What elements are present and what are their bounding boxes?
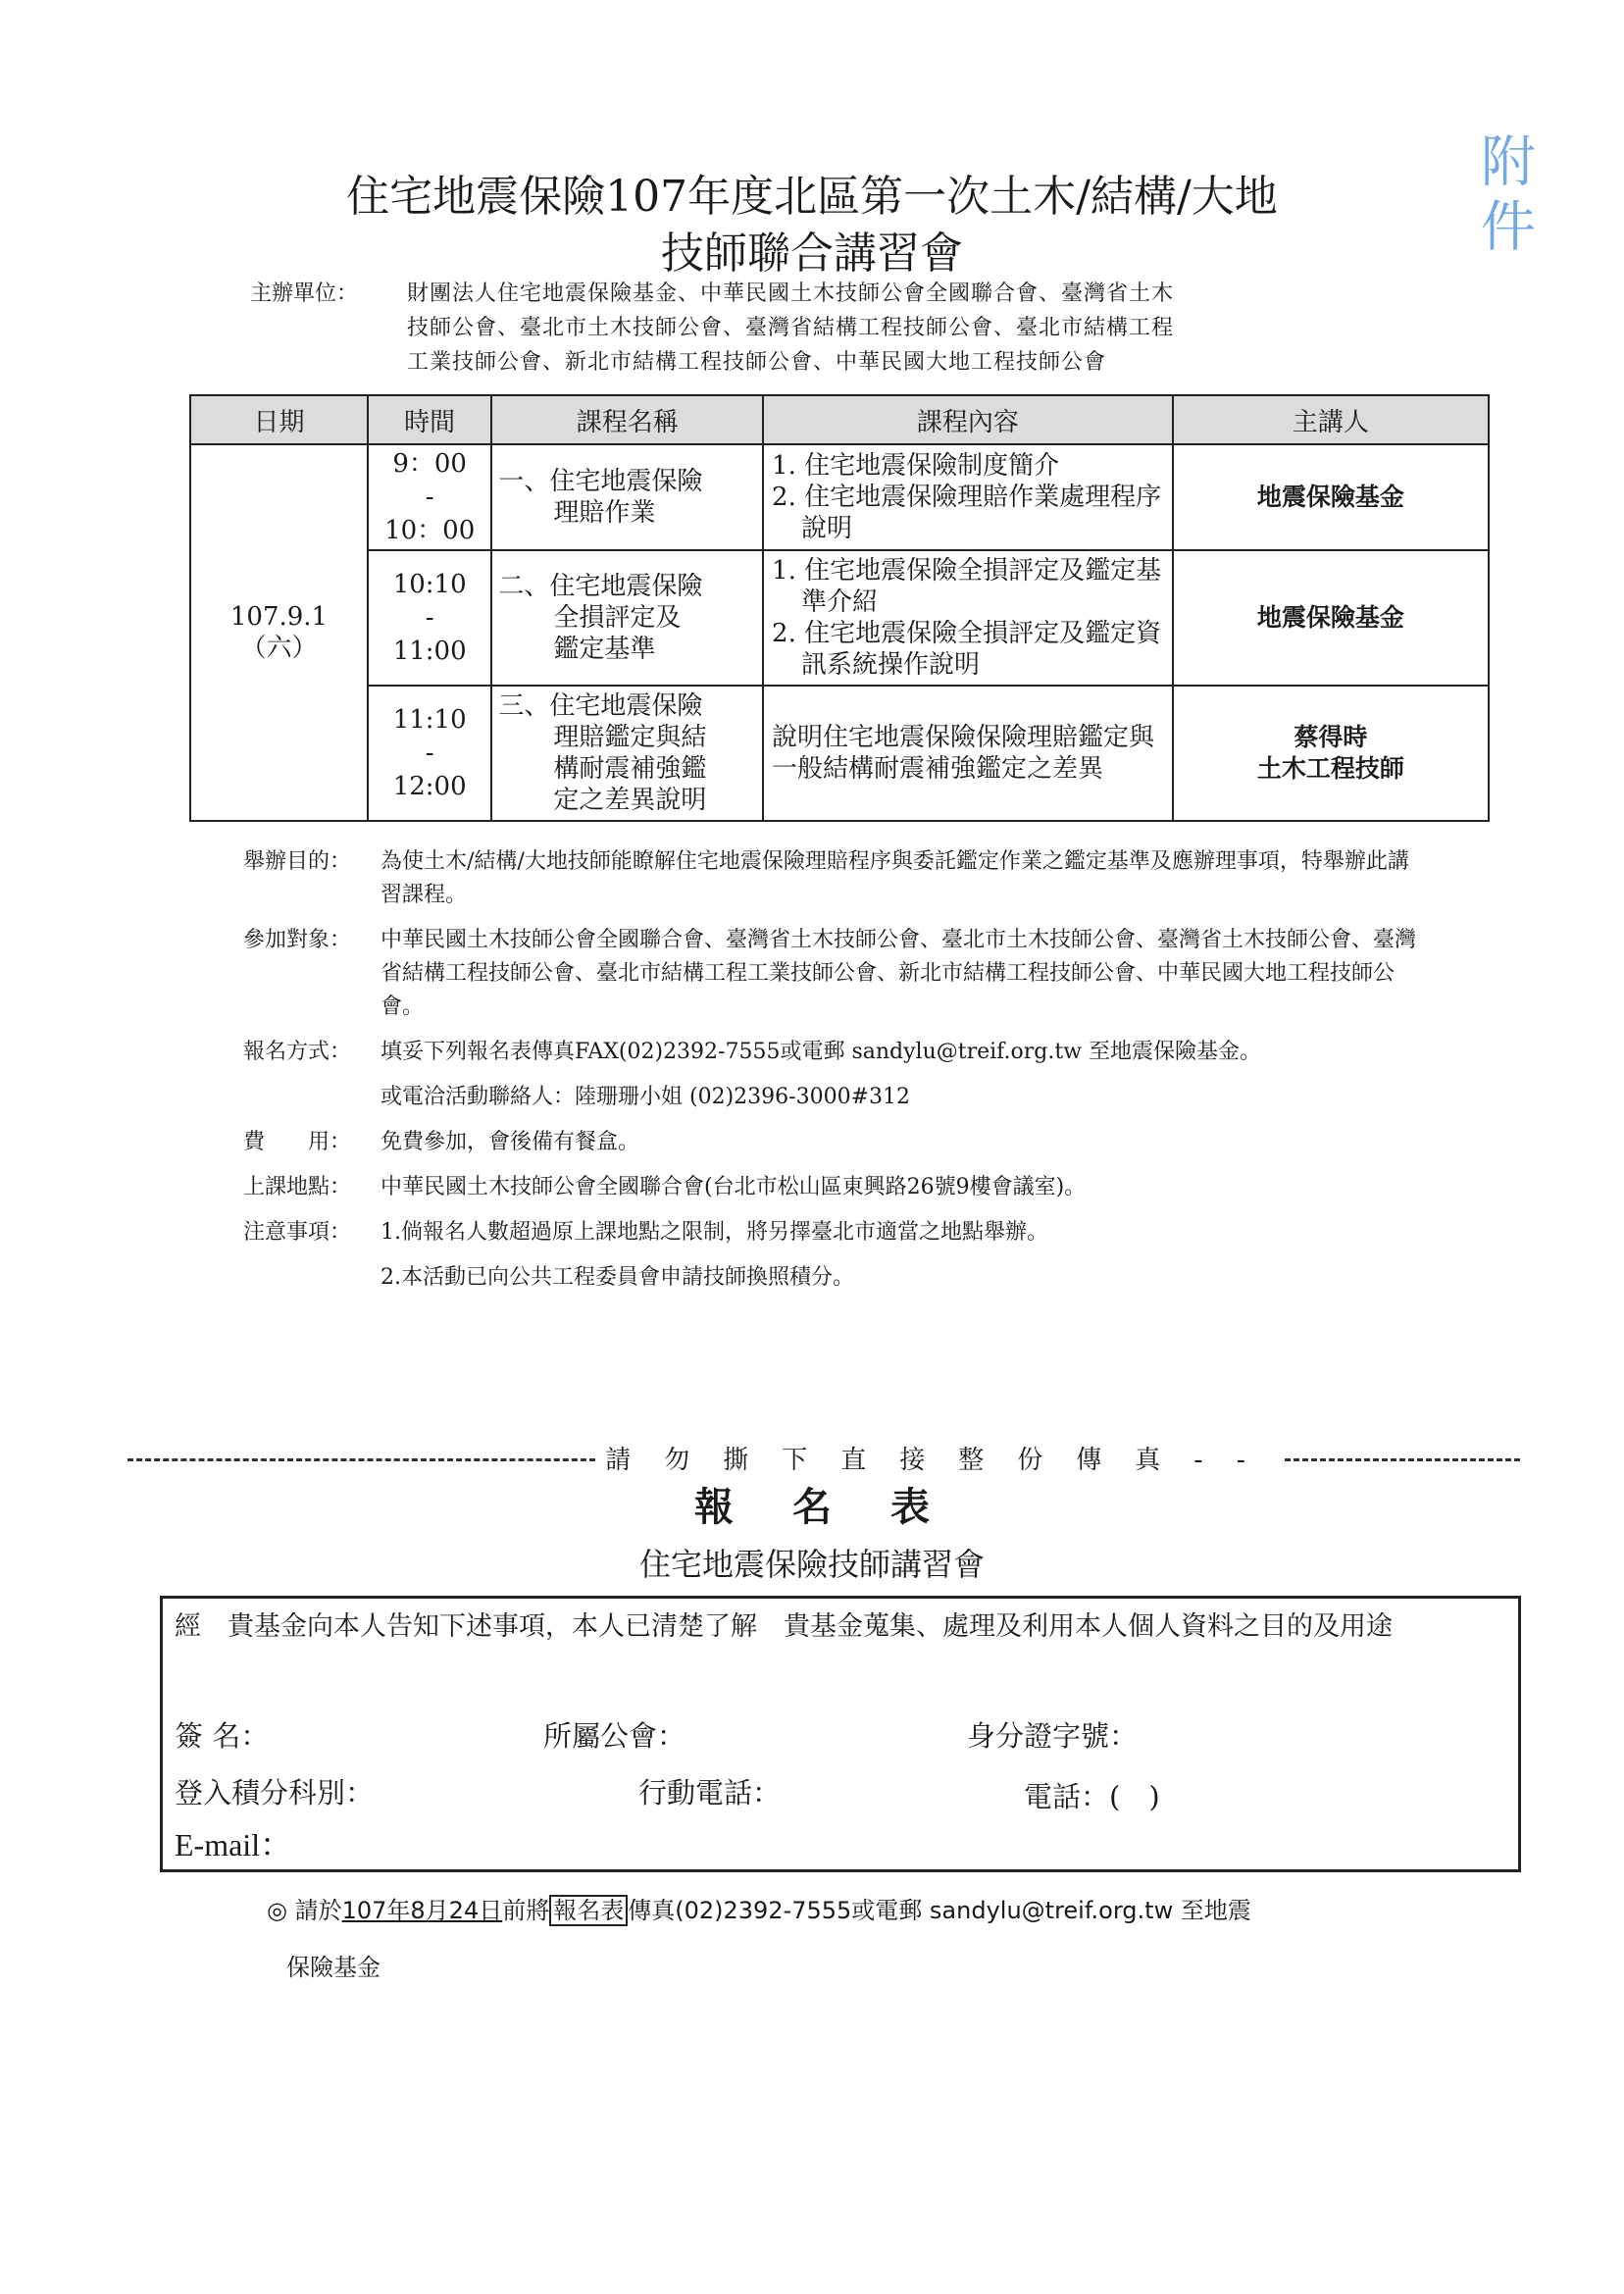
contact-text: 或電洽活動聯絡人：陸珊珊小姐 (02)2396-3000#312 — [381, 1085, 910, 1109]
note-item: 2.本活動已向公共工程委員會申請技師換照積分。 — [381, 1265, 854, 1290]
speaker: 地震保險基金 — [1256, 603, 1404, 632]
signup-label: 報名方式： — [243, 1040, 352, 1064]
course-name-cell — [491, 550, 763, 686]
credit-category-field[interactable]: 登入積分科別： — [175, 1776, 375, 1810]
venue-text: 中華民國土木技師公會全國聯合會(台北市松山區東興路26號9樓會議室)。 — [381, 1175, 1087, 1199]
organizers-line-2: 技師公會、臺北市土木技師公會、臺灣省結構工程技師公會、臺北市結構工程 — [407, 316, 1175, 340]
content-item: 2. 住宅地震保險理賠作業處理程序說明 — [772, 483, 1162, 543]
schedule-table — [189, 394, 1490, 822]
venue-label: 上課地點： — [243, 1175, 352, 1199]
note-line-2: 保險基金 — [286, 1954, 381, 1981]
form-name-boxed: 報名表 — [549, 1895, 628, 1926]
purpose-label: 舉辦目的： — [243, 849, 352, 874]
time-start: 9：00 — [392, 449, 467, 479]
course-name: 定之差異說明 — [553, 786, 707, 815]
time-end: 11:00 — [392, 637, 467, 666]
document-title — [0, 169, 1624, 282]
email-field[interactable]: E-mail： — [175, 1827, 292, 1862]
title-line-2: 技師聯合講習會 — [661, 229, 963, 279]
course-content-cell — [763, 444, 1173, 550]
time-cell — [368, 686, 491, 821]
bullet-icon: ◎ — [267, 1897, 287, 1924]
time-cell — [368, 444, 491, 550]
attachment-stamp: 附件 — [1472, 132, 1536, 262]
audience-text: 中華民國土木技師公會全國聯合會、臺灣省土木技師公會、臺北市土木技師公會、臺灣省土木技師公會、臺灣省結構工程技師公會、臺北市結構工程工業技師公會、新北市結構工程技師公會、中華民國大地工程技師公會。 — [381, 928, 1417, 1019]
title-line-1: 住宅地震保險107年度北區第一次土木/結構/大地 — [346, 172, 1278, 222]
speaker: 地震保險基金 — [1256, 483, 1404, 511]
time-end: 12:00 — [392, 772, 467, 801]
registration-form — [160, 1596, 1521, 1872]
dashed-line — [1285, 1458, 1520, 1461]
course-number: 一、 — [498, 467, 550, 496]
info-notes — [243, 1216, 1420, 1249]
course-content-cell — [763, 550, 1173, 686]
deadline-date: 107年8月24日 — [341, 1897, 503, 1924]
course-name: 理賠作業 — [553, 498, 656, 528]
weekday: （六） — [240, 634, 318, 663]
notes-label: 注意事項： — [243, 1220, 352, 1245]
speaker-cell — [1173, 550, 1489, 686]
course-name: 住宅地震保險 — [549, 467, 703, 496]
purpose-text: 為使土木/結構/大地技師能瞭解住宅地震保險理賠程序與委託鑑定作業之鑑定基準及應辦理事項，特舉辦此講習課程。 — [381, 849, 1409, 907]
speaker-cell — [1173, 686, 1489, 821]
content-item: 2. 住宅地震保險全損評定及鑑定資訊系統操作說明 — [772, 619, 1162, 680]
header-speaker: 主講人 — [1173, 395, 1489, 444]
form-subtitle: 住宅地震保險技師講習會 — [638, 1546, 985, 1583]
course-name: 住宅地震保險 — [549, 691, 703, 721]
schedule-header-row — [190, 395, 1489, 444]
course-name: 鑑定基準 — [553, 635, 656, 664]
course-name: 構耐震補強鑑 — [553, 754, 707, 784]
note-mid: 前將 — [502, 1897, 550, 1924]
course-name-cell — [491, 686, 763, 821]
fee-text: 免費參加，會後備有餐盒。 — [381, 1130, 640, 1154]
course-number: 三、 — [498, 691, 550, 721]
event-info — [243, 845, 1420, 1306]
time-end: 10：00 — [384, 516, 476, 545]
organizers-label: 主辦單位： — [250, 281, 359, 306]
info-audience — [243, 924, 1420, 1024]
fee-label: 費 用： — [243, 1130, 352, 1154]
organizers — [250, 277, 1407, 380]
cut-line-text: 請勿撕下直接整份傳真-- — [605, 1446, 1279, 1475]
info-purpose — [243, 845, 1420, 912]
note-prefix: 請於 — [294, 1897, 342, 1924]
course-content-cell — [763, 686, 1173, 821]
time-sep: - — [425, 739, 434, 768]
header-date: 日期 — [190, 395, 368, 444]
course-name: 全損評定及 — [553, 603, 682, 633]
note-item: 1.倘報名人數超過原上課地點之限制，將另擇臺北市適當之地點舉辦。 — [381, 1220, 1048, 1245]
content-item: 說明住宅地震保險保險理賠鑑定與一般結構耐震補強鑑定之差異 — [772, 723, 1155, 784]
form-title: 報名表 — [694, 1485, 989, 1530]
header-course-name: 課程名稱 — [491, 395, 763, 444]
signature-field[interactable]: 簽 名： — [175, 1719, 270, 1753]
content-item: 1. 住宅地震保險全損評定及鑑定基準介紹 — [772, 556, 1162, 617]
organizers-line-3: 工業技師公會、新北市結構工程技師公會、中華民國大地工程技師公會 — [407, 350, 1107, 375]
time-start: 10:10 — [392, 570, 467, 599]
speaker-cell — [1173, 444, 1489, 550]
header-time: 時間 — [368, 395, 491, 444]
id-number-field[interactable]: 身分證字號： — [967, 1719, 1139, 1753]
time-start: 11:10 — [392, 705, 467, 735]
date: 107.9.1 — [229, 602, 329, 632]
course-name-cell — [491, 444, 763, 550]
table-row — [190, 550, 1489, 686]
deadline-note — [267, 1891, 1502, 1987]
info-fee — [243, 1126, 1420, 1159]
mobile-field[interactable]: 行動電話： — [638, 1776, 782, 1810]
date-cell — [190, 444, 368, 821]
union-field[interactable]: 所屬公會： — [543, 1719, 686, 1753]
header-course-content: 課程內容 — [763, 395, 1173, 444]
organizers-line-1: 財團法人住宅地震保險基金、中華民國土木技師公會全國聯合會、臺灣省土木 — [407, 281, 1175, 306]
table-row — [190, 444, 1489, 550]
time-cell — [368, 550, 491, 686]
content-item: 1. 住宅地震保險制度簡介 — [772, 451, 1060, 481]
course-name: 理賠鑑定與結 — [553, 723, 707, 752]
phone-field[interactable]: 電話：( ) — [1024, 1780, 1160, 1813]
table-row — [190, 686, 1489, 821]
consent-text: 經 貴基金向本人告知下述事項，本人已清楚了解 貴基金蒐集、處理及利用本人個人資料之目的及用途 — [175, 1611, 1393, 1642]
speaker-title: 土木工程技師 — [1256, 754, 1404, 783]
cut-line — [127, 1440, 1520, 1476]
audience-label: 參加對象： — [243, 928, 352, 952]
info-signup — [243, 1036, 1420, 1069]
dashed-line — [127, 1458, 595, 1461]
course-number: 二、 — [498, 572, 550, 601]
info-venue — [243, 1171, 1420, 1204]
note-suffix: 傳真(02)2392-7555或電郵 sandylu@treif.org.tw 至地震 — [628, 1897, 1251, 1924]
signup-text: 填妥下列報名表傳真FAX(02)2392-7555或電郵 sandylu@treif.org.tw 至地震保險基金。 — [381, 1040, 1262, 1064]
time-sep: - — [425, 483, 434, 512]
speaker: 蔡得時 — [1294, 723, 1368, 751]
course-name: 住宅地震保險 — [549, 572, 703, 601]
time-sep: - — [425, 603, 434, 633]
